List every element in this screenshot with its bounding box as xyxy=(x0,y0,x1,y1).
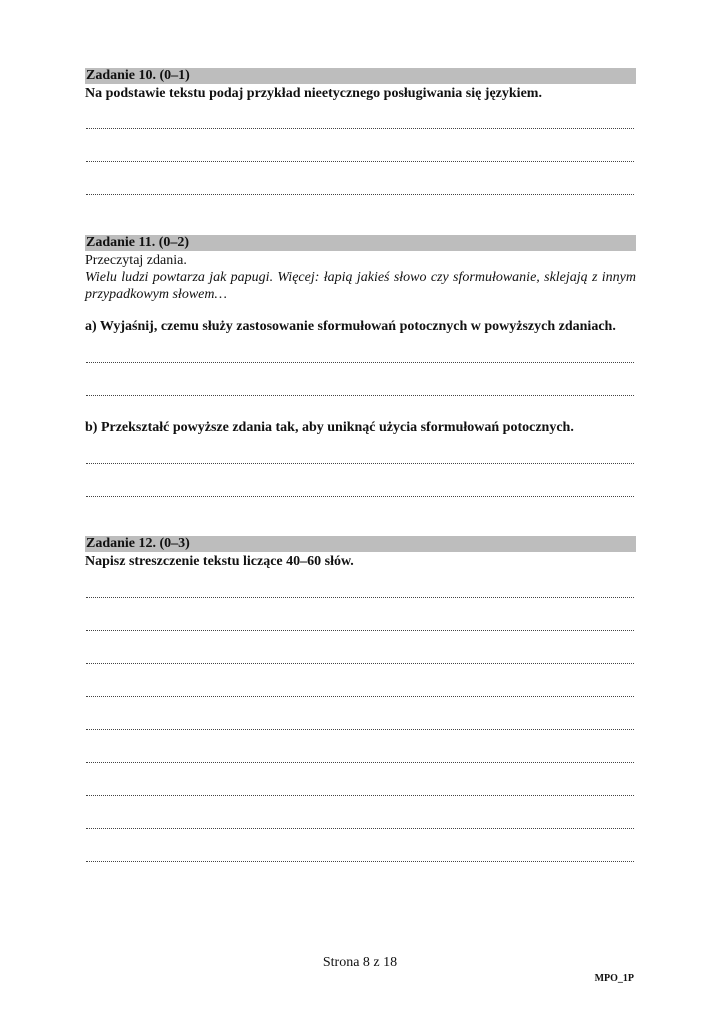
task-11a xyxy=(85,317,636,335)
page-number: Strona 8 z 18 xyxy=(322,955,398,970)
answer-line[interactable] xyxy=(86,496,634,497)
task-11b-instruction: b) Przekształć powyższe zdania tak, aby uniknąć użycia sformułowań potocznych. xyxy=(85,420,574,435)
answer-line[interactable] xyxy=(86,861,634,862)
answer-line[interactable] xyxy=(86,696,634,697)
task-11-intro: Przeczytaj zdania. xyxy=(85,253,187,268)
answer-line[interactable] xyxy=(86,463,634,464)
task-11a-instruction: a) Wyjaśnij, czemu służy zastosowanie sformułowań potocznych w powyższych zdaniach. xyxy=(85,319,616,334)
answer-line[interactable] xyxy=(86,395,634,396)
answer-line[interactable] xyxy=(86,194,634,195)
task-12-header: Zadanie 12. (0–3) xyxy=(85,536,636,552)
answer-line[interactable] xyxy=(86,630,634,631)
task-11b xyxy=(85,418,636,436)
task-11-quote: Wielu ludzi powtarza jak papugi. Więcej: łapią jakieś słowo czy sformułowanie, sklejają z innym przypadkowym słowem… xyxy=(85,270,636,302)
answer-line[interactable] xyxy=(86,663,634,664)
task-11-header: Zadanie 11. (0–2) xyxy=(85,235,636,251)
answer-line[interactable] xyxy=(86,161,634,162)
task-11 xyxy=(85,235,636,303)
answer-line[interactable] xyxy=(86,597,634,598)
exam-code: MPO_1P xyxy=(594,973,634,984)
answer-line[interactable] xyxy=(86,128,634,129)
task-10 xyxy=(85,68,636,102)
task-10-header: Zadanie 10. (0–1) xyxy=(85,68,636,84)
task-10-instruction: Na podstawie tekstu podaj przykład nieetycznego posługiwania się językiem. xyxy=(85,86,542,101)
answer-line[interactable] xyxy=(86,828,634,829)
answer-line[interactable] xyxy=(86,795,634,796)
task-12 xyxy=(85,536,636,570)
answer-line[interactable] xyxy=(86,362,634,363)
answer-line[interactable] xyxy=(86,762,634,763)
task-12-instruction: Napisz streszczenie tekstu liczące 40–60 słów. xyxy=(85,554,354,569)
answer-line[interactable] xyxy=(86,729,634,730)
